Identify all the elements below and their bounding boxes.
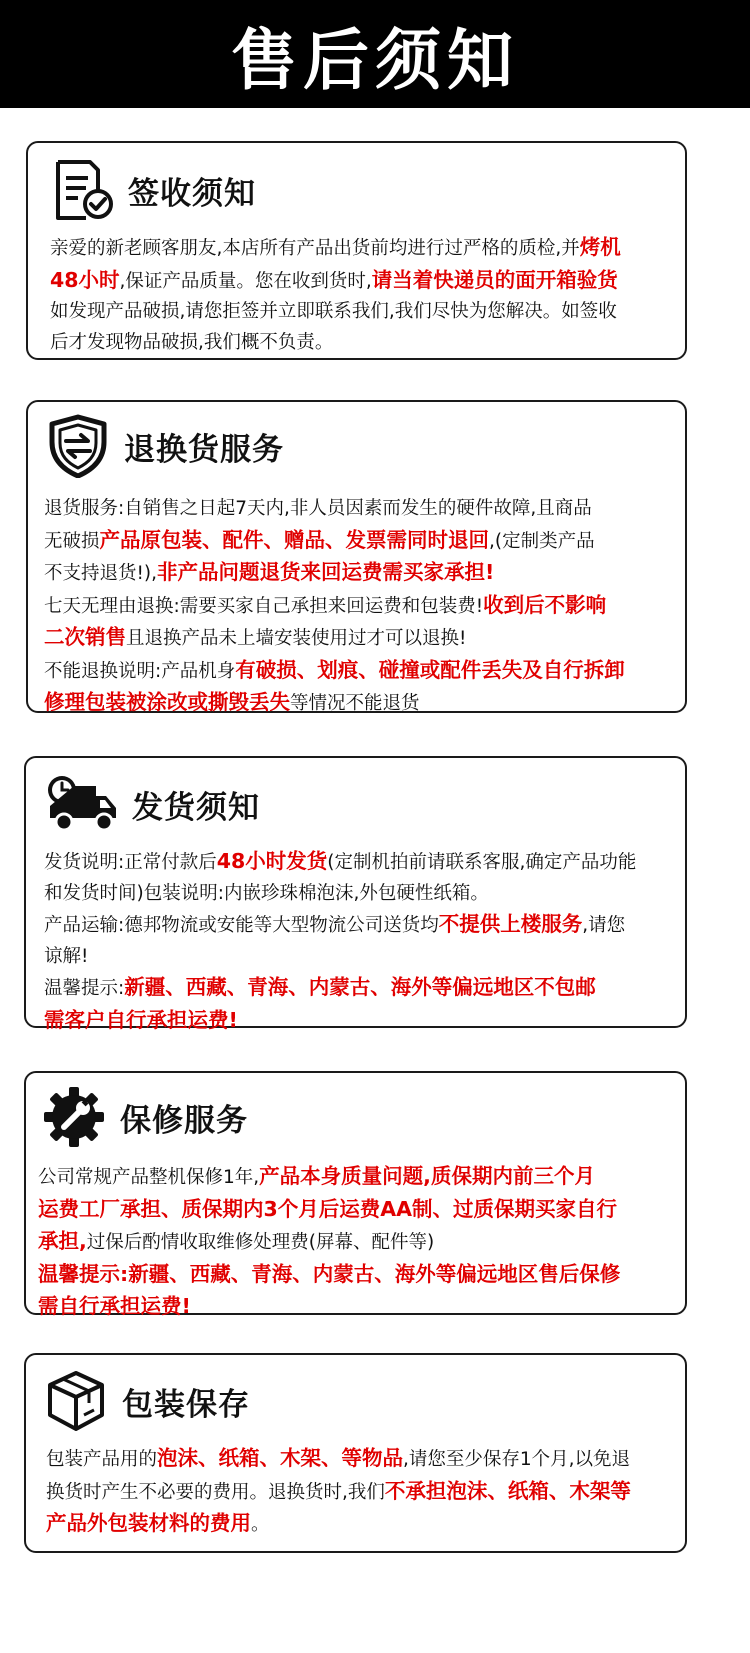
body-text: 换货时产生不必要的费用。退换货时,我们 [46, 1481, 385, 1503]
section-title: 退换货服务 [124, 431, 284, 468]
section-title: 发货须知 [132, 789, 260, 826]
body-text: ,请您至少保存1个月,以免退 [403, 1449, 631, 1470]
section-packaging-storage [24, 1353, 687, 1553]
body-line [46, 1443, 686, 1476]
body-text: 如发现产品破损,请您拒签并立即联系我们,我们尽快为您解决。如签收 [50, 301, 617, 322]
highlight-text: 承担, [38, 1229, 87, 1253]
section-body [44, 494, 684, 720]
body-text: 发货说明:正常付款后 [44, 852, 217, 873]
highlight-text: 产品原包装、配件、赠品、发票需同时退回 [99, 527, 490, 552]
body-line [50, 265, 680, 298]
highlight-text: 48小时 [50, 267, 120, 292]
body-text: 后才发现物品破损,我们概不负责。 [50, 331, 334, 353]
body-text: 。 [251, 1514, 270, 1535]
highlight-text: 不承担泡沫、纸箱、木架等 [384, 1478, 631, 1503]
gear-wrench-icon [42, 1085, 106, 1149]
section-warranty-service [24, 1071, 687, 1318]
body-line [38, 1194, 686, 1227]
body-line [50, 328, 680, 359]
highlight-text: 泡沫、纸箱、木架、等物品 [157, 1446, 404, 1470]
body-line [44, 687, 684, 720]
section-header [42, 1085, 248, 1149]
section-header [44, 772, 260, 836]
body-text: 七天无理由退换:需要买家自己承担来回运费和包装费! [44, 595, 484, 617]
section-body [46, 1443, 686, 1541]
page-header [0, 0, 750, 108]
body-text: 不支持退货!), [44, 563, 158, 584]
body-text: (定制机拍前请联系客服,确定产品功能 [327, 852, 637, 873]
body-line [38, 1291, 686, 1324]
section-header [50, 158, 256, 222]
document-check-icon [50, 158, 114, 222]
body-line [46, 1508, 686, 1541]
highlight-text: 请当着快递员的面开箱验货 [371, 267, 618, 292]
body-text: 过保后酌情收取维修处理费(屏幕、配件等) [86, 1232, 435, 1253]
body-text: 包装产品用的 [46, 1449, 158, 1470]
body-text: ,请您 [582, 915, 626, 936]
section-header [46, 414, 284, 478]
section-sign-notice [26, 141, 687, 360]
highlight-text: 修理包装被涂改或撕毁丢失 [44, 690, 290, 714]
body-line [44, 590, 684, 623]
highlight-text: 不提供上楼服务 [438, 912, 583, 936]
body-line [46, 1476, 686, 1509]
highlight-text: 二次销售 [44, 625, 126, 649]
highlight-text: 新疆、西藏、青海、内蒙古、海外等偏远地区不包邮 [124, 975, 596, 999]
section-header [44, 1369, 250, 1433]
body-line [44, 494, 684, 525]
highlight-text: 需客户自行承担运费! [44, 1007, 238, 1032]
body-text: ,保证产品质量。您在收到货时, [119, 270, 372, 292]
section-body [44, 846, 686, 1037]
body-line [38, 1226, 686, 1259]
page-title: 售后须知 [231, 21, 519, 99]
body-text: 产品运输:德邦物流或安能等大型物流公司送货均 [44, 915, 439, 936]
section-title: 包装保存 [122, 1386, 250, 1423]
highlight-text: 非产品问题退货来回运费需买家承担! [157, 560, 495, 584]
body-text: 且退换产品未上墙安装使用过才可以退换! [126, 628, 467, 649]
package-box-icon [44, 1369, 108, 1433]
section-body [50, 232, 680, 358]
body-line [44, 557, 684, 590]
section-shipping-notice [24, 756, 687, 1032]
body-line [50, 232, 680, 265]
body-text: 无破损 [44, 530, 100, 552]
section-title: 签收须知 [128, 175, 256, 212]
body-text: 等情况不能退货 [290, 693, 420, 714]
body-line [44, 972, 686, 1005]
body-line [44, 846, 686, 879]
body-text: 亲爱的新老顾客朋友,本店所有产品出货前均进行过严格的质检,并 [50, 238, 580, 259]
highlight-text: 需自行承担运费! [38, 1294, 191, 1318]
body-line [38, 1259, 686, 1292]
delivery-truck-icon [44, 772, 118, 836]
highlight-text: 产品外包装材料的费用 [46, 1511, 251, 1535]
highlight-text: 温馨提示:新疆、西藏、青海、内蒙古、海外等偏远地区售后保修 [38, 1261, 621, 1286]
body-line [44, 1005, 686, 1038]
body-text: ,(定制类产品 [489, 530, 595, 552]
body-text: 公司常规产品整机保修1年, [38, 1167, 260, 1188]
highlight-text: 产品本身质量问题,质保期内前三个月 [259, 1164, 595, 1188]
body-line [50, 297, 680, 328]
shield-exchange-icon [46, 414, 110, 478]
body-line [44, 622, 684, 655]
section-body [38, 1161, 686, 1324]
body-text: 退货服务:自销售之日起7天内,非人员因素而发生的硬件故障,且商品 [44, 498, 592, 519]
highlight-text: 烤机 [579, 235, 621, 259]
body-text: 和发货时间)包装说明:内嵌珍珠棉泡沫,外包硬性纸箱。 [44, 882, 489, 904]
highlight-text: 48小时发货 [216, 849, 328, 873]
body-line [44, 655, 684, 688]
body-line [38, 1161, 686, 1194]
body-text: 谅解! [44, 945, 89, 967]
body-line [44, 879, 686, 910]
section-return-exchange [26, 400, 687, 713]
body-line [44, 942, 686, 973]
highlight-text: 收到后不影响 [483, 592, 607, 617]
body-line [44, 525, 684, 558]
body-line [44, 909, 686, 942]
highlight-text: 有破损、划痕、碰撞或配件丢失及自行拆卸 [235, 657, 625, 682]
body-text: 不能退换说明:产品机身 [44, 660, 236, 682]
highlight-text: 运费工厂承担、质保期内3个月后运费AA制、过质保期买家自行 [38, 1196, 617, 1221]
section-title: 保修服务 [120, 1102, 248, 1139]
body-text: 温馨提示: [44, 978, 125, 999]
